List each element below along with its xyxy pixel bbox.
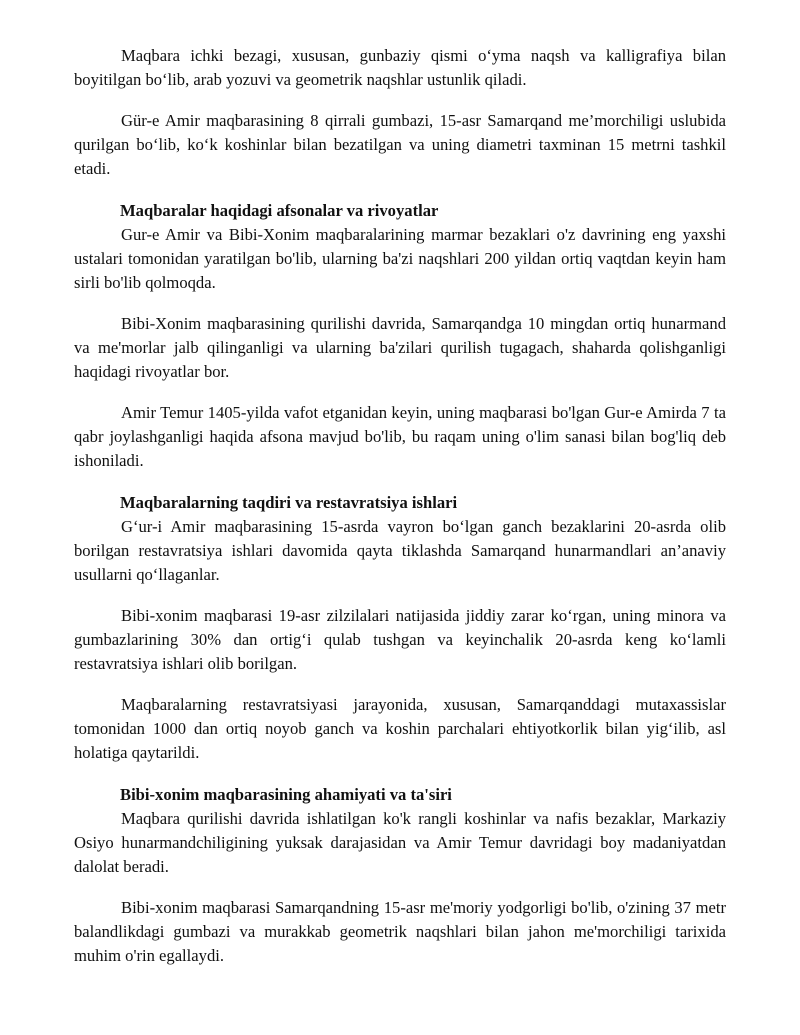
spacer [74, 92, 726, 109]
paragraph-amir-temur-legend: Amir Temur 1405-yilda vafot etganidan keyin, uning maqbarasi bo'lgan Gur-e Amirda 7 ta qabr joylashganligi haqida afsona mavjud bo'lib, bu raqam uning o'lim sanasi bilan bog'liq deb ishoniladi. [74, 403, 726, 470]
paragraph-gur-i-amir-restoration: G‘ur-i Amir maqbarasining 15-asrda vayron bo‘lgan ganch bezaklarini 20-asrda olib borilgan restavratsiya ishlari davomida qayta tiklashda Samarqand hunarmandlari an’anaviy usullarni qo‘llaganlar. [74, 517, 726, 584]
section-heading-significance: Bibi-xonim maqbarasining ahamiyati va ta'siri [120, 785, 452, 804]
spacer [74, 181, 726, 199]
spacer [74, 879, 726, 896]
spacer [74, 384, 726, 401]
paragraph-bibi-xonim-construction: Bibi-Xonim maqbarasining qurilishi davrida, Samarqandga 10 mingdan ortiq hunarmand va me'morlar jalb qilinganligi va ularning ba'zilari qurilish tugagach, shaharda qolishganligi haqidagi rivoyatlar bor. [74, 314, 726, 381]
section-heading-restoration: Maqbaralarning taqdiri va restavratsiya ishlari [120, 493, 458, 512]
paragraph-interior-decoration: Maqbara ichki bezagi, xususan, gunbaziy qismi o‘yma naqsh va kalligrafiya bilan boyitilgan bo‘lib, arab yozuvi va geometrik naqshlar ustunlik qiladi. [74, 46, 726, 89]
paragraph-gur-e-amir-dome: Gür-e Amir maqbarasining 8 qirrali gumbazi, 15-asr Samarqand me’morchiligi uslubida qurilgan bo‘lib, ko‘k koshinlar bilan bezatilgan va uning diametri taxminan 15 metrni tashkil etadi. [74, 111, 726, 178]
paragraph-bibi-xonim-earthquake: Bibi-xonim maqbarasi 19-asr zilzilalari natijasida jiddiy zarar ko‘rgan, uning minora va gumbazlarining 30% dan ortig‘i qulab tushgan va keyinchalik 20-asrda keng ko‘lamli restavratsiya ishlari olib borilgan. [74, 606, 726, 673]
paragraph-blue-tiles: Maqbara qurilishi davrida ishlatilgan ko'k rangli koshinlar va nafis bezaklar, Markaziy Osiyo hunarmandchiligining yuksak darajasidan va Amir Temur davridagi boy madaniyatdan dalolat beradi. [74, 809, 726, 876]
spacer [74, 676, 726, 693]
paragraph-marble-decorations: Gur-e Amir va Bibi-Xonim maqbaralarining marmar bezaklari o'z davrining eng yaxshi ustalari tomonidan yaratilgan bo'lib, ularning ba'zi naqshlari 200 yildan ortiq vaqtdan keyin ham sirli bo'lib qolmoqda. [74, 225, 726, 292]
document-page [74, 44, 726, 968]
section-heading-legends: Maqbaralar haqidagi afsonalar va rivoyatlar [120, 201, 439, 220]
spacer [74, 587, 726, 604]
spacer [74, 295, 726, 312]
spacer [74, 473, 726, 491]
paragraph-restoration-fragments: Maqbaralarning restavratsiyasi jarayonida, xususan, Samarqanddagi mutaxassislar tomonidan 1000 dan ortiq noyob ganch va koshin parchalari ehtiyotkorlik bilan yig‘ilib, asl holatiga qaytarildi. [74, 695, 726, 762]
paragraph-bibi-xonim-monument: Bibi-xonim maqbarasi Samarqandning 15-asr me'moriy yodgorligi bo'lib, o'zining 37 metr balandlikdagi gumbazi va murakkab geometrik naqshlari bilan jahon me'morchiligi tarixida muhim o'rin egallaydi. [74, 898, 726, 965]
spacer [74, 765, 726, 783]
